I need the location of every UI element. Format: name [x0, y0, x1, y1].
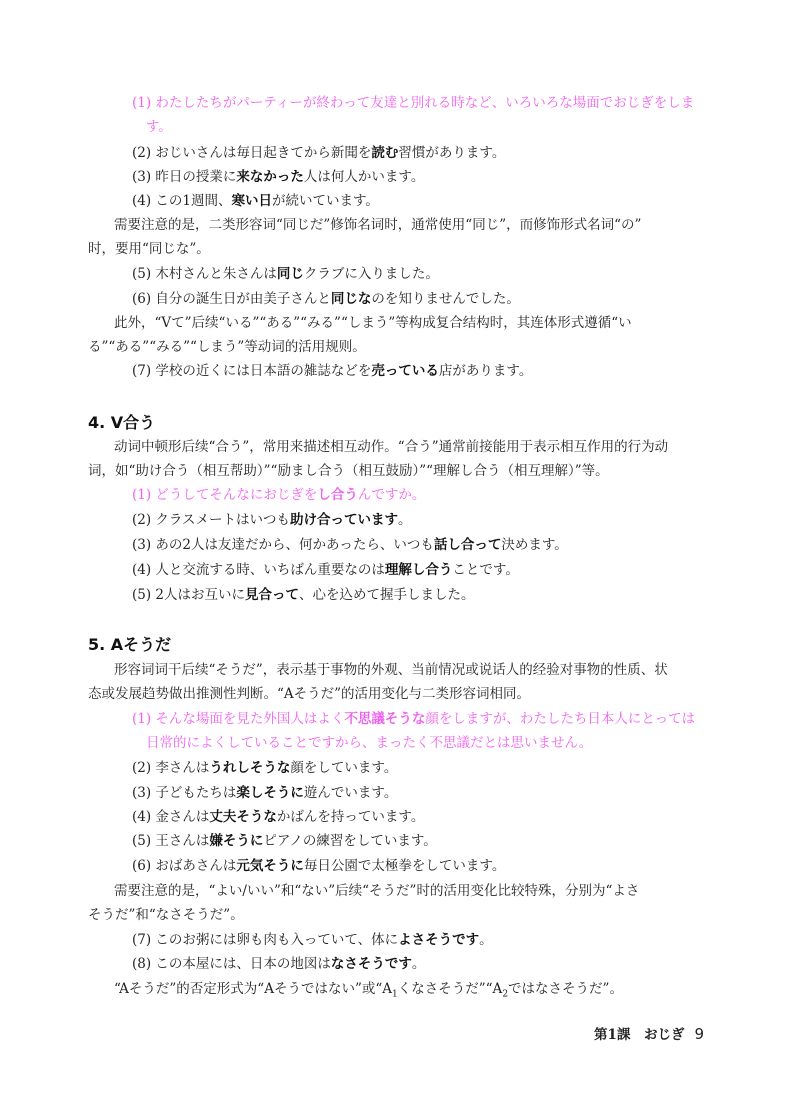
desc-line: 词，如“助け合う（相互帮助）”“励まし合う（相互鼓励）”“理解し合う（相互理解）”等。: [88, 463, 609, 479]
note-line: 时，要用“同じな”。: [88, 241, 210, 257]
lesson-title: 第1課 おじぎ: [594, 1027, 685, 1043]
example-line: (2) 李さんはうれしそうな顔をしています。: [132, 760, 398, 776]
example-line: (8) この本屋には、日本の地図はなさそうです。: [132, 956, 426, 972]
example-line: (4) 人と交流する時、いちばん重要なのは理解し合うことです。: [132, 562, 519, 578]
note-line: “Aそうだ”的否定形式为“Aそうではない”或“$A_1$くなさそうだ$”“A_2$ではなさそうだ”。: [114, 981, 623, 1000]
example-line: (3) 子どもたちは楽しそうに遊んでいます。: [132, 785, 398, 801]
desc-line: 形容词词干后续“そうだ”，表示基于事物的外观、当前情况或说话人的经验对事物的性质、状: [114, 662, 668, 678]
example-line: (3) あの2人は友達だから、何かあったら、いつも話し合って決めます。: [132, 537, 568, 553]
example-line: す。: [146, 119, 172, 135]
page-footer: [594, 1023, 704, 1043]
example-line: (7) 学校の近くには日本語の雑誌などを売っている店があります。: [132, 363, 533, 379]
example-line: (4) この1週間、寒い日が続いています。: [132, 193, 379, 209]
example-line: (2) クラスメートはいつも助け合っています。: [132, 512, 412, 528]
example-line: (4) 金さんは丈夫そうなかばんを持っています。: [132, 809, 425, 825]
note-line: る”“ある”“みる”“しまう”等动词的活用规则。: [88, 339, 366, 355]
note-line: 需要注意的是，二类形容词“同じだ”修饰名词时，通常使用“同じ”，而修饰形式名词“の”: [114, 217, 642, 233]
note-line: 需要注意的是，“よい/いい”和“ない”后续“そうだ”时的活用变化比较特殊，分别为“よさ: [114, 883, 640, 899]
example-line: (1) そんな場面を見た外国人はよく不思議そうな顔をしますが、わたしたち日本人にとっては: [132, 711, 696, 727]
section-heading: 4. V合う: [88, 413, 156, 432]
example-line: 日常的によくしていることですから、まったく不思議だとは思いません。: [146, 735, 593, 751]
example-line: (6) おばあさんは元気そうに毎日公園で太極拳をしています。: [132, 858, 506, 874]
example-line: (3) 昨日の授業に来なかった人は何人かいます。: [132, 169, 425, 185]
example-line: (1) どうしてそんなにおじぎをし合うんですか。: [132, 487, 426, 503]
desc-line: 动词中顿形后续“合う”，常用来描述相互动作。“合う”通常前接能用于表示相互作用的行为动: [114, 439, 669, 455]
example-line: (5) 王さんは嫌そうにピアノの練習をしています。: [132, 833, 437, 849]
example-line: (6) 自分の誕生日が由美子さんと同じなのを知りませんでした。: [132, 291, 520, 307]
note-line: そうだ”和“なさそうだ”。: [88, 907, 244, 923]
desc-line: 态或发展趋势做出推测性判断。“Aそうだ”的活用变化与二类形容词相同。: [88, 686, 531, 702]
section-heading: 5. Aそうだ: [88, 635, 172, 654]
example-line: (5) 2人はお互いに見合って、心を込めて握手しました。: [132, 587, 475, 603]
page-number: 9: [694, 1025, 704, 1043]
note-line: 此外，“Vて”后续“いる”“ある”“みる”“しまう”等构成复合结构时，其连体形式遵循“い: [114, 315, 632, 331]
example-line: (7) このお粥には卵も肉も入っていて、体によさそうです。: [132, 932, 493, 948]
example-line: (5) 木村さんと朱さんは同じクラブに入りました。: [132, 266, 439, 282]
example-line: (1) わたしたちがパーティーが終わって友達と別れる時など、いろいろな場面でおじぎをしま: [132, 95, 695, 111]
example-line: (2) おじいさんは毎日起きてから新聞を読む習慣があります。: [132, 145, 506, 161]
